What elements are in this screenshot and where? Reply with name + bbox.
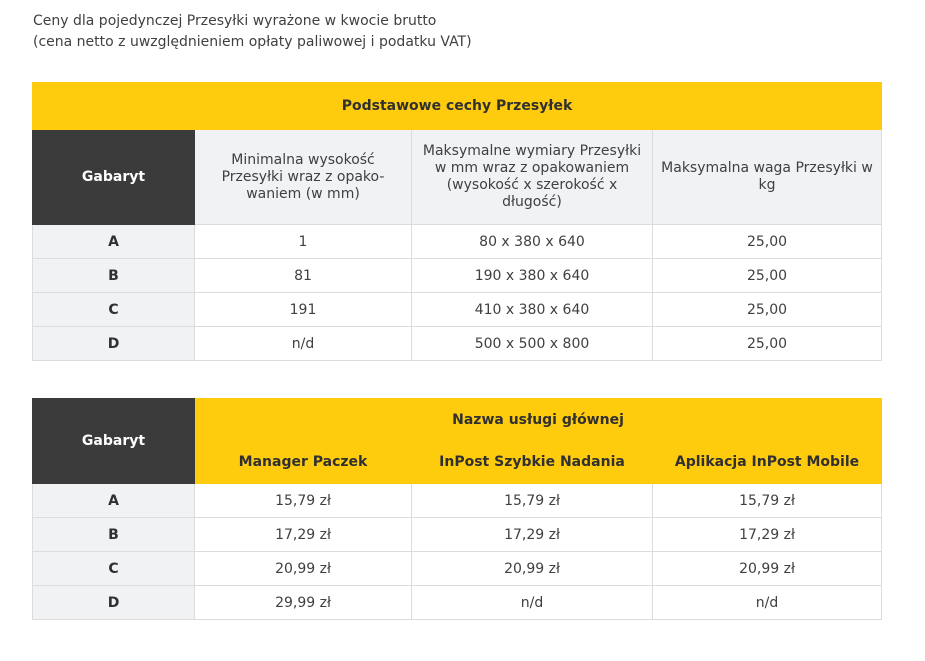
column-header-gabaryt: Gabaryt — [33, 130, 195, 225]
cell-price-szybkie: 20,99 zł — [412, 552, 653, 586]
cell-max-dimensions: 500 x 500 x 800 — [412, 327, 653, 361]
intro-text — [33, 11, 472, 53]
row-gabaryt: C — [33, 552, 195, 586]
column-header-max-weight: Maksymalna waga Przesyłki w kg — [653, 130, 882, 225]
table-row — [33, 484, 882, 518]
cell-price-manager: 17,29 zł — [195, 518, 412, 552]
table-row — [33, 586, 882, 620]
cell-max-weight: 25,00 — [653, 259, 882, 293]
cell-min-height: n/d — [195, 327, 412, 361]
row-gabaryt: B — [33, 259, 195, 293]
cell-price-szybkie: 15,79 zł — [412, 484, 653, 518]
table-row — [33, 518, 882, 552]
cell-max-weight: 25,00 — [653, 225, 882, 259]
column-header-szybkie-nadania: InPost Szybkie Nadania — [412, 441, 653, 484]
column-header-gabaryt: Gabaryt — [33, 399, 195, 484]
cell-max-dimensions: 190 x 380 x 640 — [412, 259, 653, 293]
column-header-min-height: Minimalna wysokość Przesyłki wraz z opako-waniem (w mm) — [195, 130, 412, 225]
row-gabaryt: D — [33, 327, 195, 361]
table-title: Nazwa usługi głównej — [195, 399, 882, 441]
intro-line-2: (cena netto z uwzględnieniem opłaty paliwowej i podatku VAT) — [33, 34, 472, 50]
cell-max-weight: 25,00 — [653, 293, 882, 327]
row-gabaryt: D — [33, 586, 195, 620]
cell-price-mobile: 20,99 zł — [653, 552, 882, 586]
cell-min-height: 191 — [195, 293, 412, 327]
cell-max-weight: 25,00 — [653, 327, 882, 361]
table-row — [33, 293, 882, 327]
table-row — [33, 552, 882, 586]
cell-min-height: 81 — [195, 259, 412, 293]
row-gabaryt: B — [33, 518, 195, 552]
row-gabaryt: C — [33, 293, 195, 327]
table-row — [33, 327, 882, 361]
parcel-features-table — [32, 82, 882, 361]
cell-price-szybkie: 17,29 zł — [412, 518, 653, 552]
cell-max-dimensions: 410 x 380 x 640 — [412, 293, 653, 327]
cell-price-mobile: 17,29 zł — [653, 518, 882, 552]
column-header-inpost-mobile: Aplikacja InPost Mobile — [653, 441, 882, 484]
cell-price-mobile: n/d — [653, 586, 882, 620]
cell-price-manager: 15,79 zł — [195, 484, 412, 518]
column-header-max-dimensions: Maksymalne wymiary Przesyłki w mm wraz z opakowaniem (wysokość x szerokość x długość) — [412, 130, 653, 225]
cell-price-manager: 20,99 zł — [195, 552, 412, 586]
cell-min-height: 1 — [195, 225, 412, 259]
table-title: Podstawowe cechy Przesyłek — [33, 83, 882, 130]
row-gabaryt: A — [33, 484, 195, 518]
intro-line-1: Ceny dla pojedynczej Przesyłki wyrażone w kwocie brutto — [33, 13, 437, 29]
cell-max-dimensions: 80 x 380 x 640 — [412, 225, 653, 259]
table-row — [33, 259, 882, 293]
cell-price-mobile: 15,79 zł — [653, 484, 882, 518]
column-header-manager-paczek: Manager Paczek — [195, 441, 412, 484]
service-prices-table — [32, 398, 882, 620]
cell-price-szybkie: n/d — [412, 586, 653, 620]
row-gabaryt: A — [33, 225, 195, 259]
table-row — [33, 225, 882, 259]
cell-price-manager: 29,99 zł — [195, 586, 412, 620]
